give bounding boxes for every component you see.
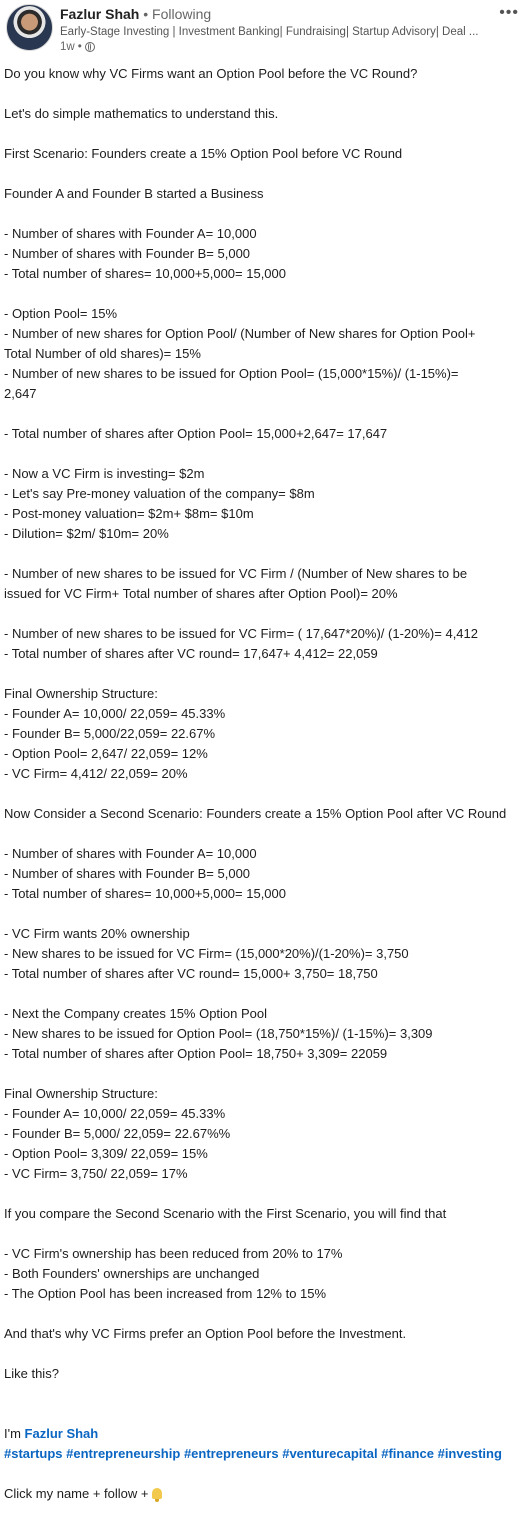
- meta-separator: •: [77, 41, 82, 53]
- hashtag-link[interactable]: #investing: [437, 1446, 502, 1461]
- post-line: - VC Firm wants 20% ownership: [4, 926, 190, 941]
- blank-line: [4, 784, 528, 804]
- blank-line: [4, 124, 528, 144]
- post-line: - Total number of shares= 10,000+5,000= 15,000: [4, 266, 286, 281]
- hashtag-link[interactable]: #startups: [4, 1446, 63, 1461]
- post-line: And that's why VC Firms prefer an Option Pool before the Investment.: [4, 1326, 407, 1341]
- post-line: - Number of shares with Founder A= 10,000: [4, 846, 257, 861]
- blank-line: [4, 444, 528, 464]
- author-name-line: [60, 6, 211, 23]
- post-line: - Both Founders' ownerships are unchanged: [4, 1266, 260, 1281]
- blank-line: [4, 164, 528, 184]
- post-header: [0, 0, 531, 60]
- blank-line: [4, 1304, 528, 1324]
- post-line: Final Ownership Structure:: [4, 686, 158, 701]
- blank-line: [4, 1184, 528, 1204]
- author-avatar[interactable]: [6, 4, 53, 51]
- hashtag-link[interactable]: #finance: [381, 1446, 434, 1461]
- post-line: Do you know why VC Firms want an Option Pool before the VC Round?: [4, 66, 418, 81]
- blank-line: [4, 204, 528, 224]
- signoff-line-im: [4, 1424, 528, 1444]
- post-line: First Scenario: Founders create a 15% Option Pool before VC Round: [4, 146, 403, 161]
- post-line: - Option Pool= 3,309/ 22,059= 15%: [4, 1146, 208, 1161]
- blank-line: [4, 84, 528, 104]
- post-line: If you compare the Second Scenario with the First Scenario, you will find that: [4, 1206, 447, 1221]
- post-line: - Number of new shares for Option Pool/ (Number of New shares for Option Pool+: [4, 326, 476, 341]
- post-line: - VC Firm's ownership has been reduced from 20% to 17%: [4, 1246, 343, 1261]
- post-line: Let's do simple mathematics to understand this.: [4, 106, 279, 121]
- signoff-line-cta: [4, 1484, 528, 1504]
- blank-line: [4, 824, 528, 844]
- hashtag-link[interactable]: #venturecapital: [282, 1446, 378, 1461]
- post-line: Now Consider a Second Scenario: Founders create a 15% Option Pool after VC Round: [4, 806, 507, 821]
- im-prefix: I'm: [4, 1426, 25, 1441]
- post-line: - Next the Company creates 15% Option Pool: [4, 1006, 268, 1021]
- blank-line: [4, 904, 528, 924]
- author-mention[interactable]: Fazlur Shah: [24, 1426, 99, 1441]
- author-headline: Early-Stage Investing | Investment Banking| Fundraising| Startup Advisory| Deal ...: [60, 26, 479, 38]
- post-line: 2,647: [4, 386, 37, 401]
- globe-icon: [85, 42, 95, 52]
- post-time: 1w: [60, 41, 75, 53]
- post-line: - Number of shares with Founder B= 5,000: [4, 246, 251, 261]
- post-line: Total Number of old shares)= 15%: [4, 346, 201, 361]
- post-line: - Total number of shares after Option Pool= 15,000+2,647= 17,647: [4, 426, 388, 441]
- post-line: - Post-money valuation= $2m+ $8m= $10m: [4, 506, 254, 521]
- post-line: - Founder A= 10,000/ 22,059= 45.33%: [4, 1106, 226, 1121]
- post-line: Like this?: [4, 1366, 59, 1381]
- blank-line: [4, 284, 528, 304]
- post-line: - The Option Pool has been increased from 12% to 15%: [4, 1286, 327, 1301]
- hashtag-list: [4, 1444, 528, 1464]
- post-line: - VC Firm= 3,750/ 22,059= 17%: [4, 1166, 188, 1181]
- cta-text: Click my name + follow +: [4, 1486, 153, 1501]
- post-line: - Number of shares with Founder A= 10,000: [4, 226, 257, 241]
- post-line: - Dilution= $2m/ $10m= 20%: [4, 526, 169, 541]
- post-line: Founder A and Founder B started a Business: [4, 186, 264, 201]
- blank-line: [4, 1344, 528, 1364]
- post-line: - Total number of shares after VC round= 17,647+ 4,412= 22,059: [4, 646, 378, 661]
- post-line: - Founder A= 10,000/ 22,059= 45.33%: [4, 706, 226, 721]
- more-options-icon[interactable]: •••: [499, 4, 519, 21]
- follow-status-text: Following: [152, 6, 212, 22]
- hashtag-link[interactable]: #entrepreneurs: [183, 1446, 279, 1461]
- post-line: issued for VC Firm+ Total number of shares after Option Pool)= 20%: [4, 586, 398, 601]
- post-line: - Now a VC Firm is investing= $2m: [4, 466, 205, 481]
- post-body: [4, 64, 528, 1384]
- follow-status[interactable]: • Following: [143, 6, 212, 22]
- post-line: - VC Firm= 4,412/ 22,059= 20%: [4, 766, 188, 781]
- post-line: - Number of new shares to be issued for VC Firm / (Number of New shares to be: [4, 566, 468, 581]
- post-line: - Total number of shares after VC round= 15,000+ 3,750= 18,750: [4, 966, 378, 981]
- post-line: - Total number of shares after Option Pool= 18,750+ 3,309= 22059: [4, 1046, 388, 1061]
- blank-line: [4, 1064, 528, 1084]
- author-name[interactable]: Fazlur Shah: [60, 6, 140, 22]
- post-line: Final Ownership Structure:: [4, 1086, 158, 1101]
- hashtag-link[interactable]: #entrepreneurship: [66, 1446, 181, 1461]
- post-line: - Number of new shares to be issued for Option Pool= (15,000*15%)/ (1-15%)=: [4, 366, 459, 381]
- post-line: - Number of new shares to be issued for VC Firm= ( 17,647*20%)/ (1-20%)= 4,412: [4, 626, 478, 641]
- post-meta: [60, 40, 95, 54]
- post-line: - Founder B= 5,000/ 22,059= 22.67%%: [4, 1126, 231, 1141]
- bell-icon: [152, 1488, 162, 1499]
- blank-line: [4, 604, 528, 624]
- post-line: - Total number of shares= 10,000+5,000= 15,000: [4, 886, 286, 901]
- post-line: - Number of shares with Founder B= 5,000: [4, 866, 251, 881]
- post-line: - Let's say Pre-money valuation of the company= $8m: [4, 486, 315, 501]
- blank-line: [4, 664, 528, 684]
- blank-line: [4, 1224, 528, 1244]
- post-line: - Option Pool= 15%: [4, 306, 118, 321]
- post-line: - Option Pool= 2,647/ 22,059= 12%: [4, 746, 208, 761]
- post-line: - New shares to be issued for Option Pool= (18,750*15%)/ (1-15%)= 3,309: [4, 1026, 433, 1041]
- blank-line: [4, 404, 528, 424]
- blank-line: [4, 544, 528, 564]
- post-line: - New shares to be issued for VC Firm= (15,000*20%)/(1-20%)= 3,750: [4, 946, 409, 961]
- post-line: - Founder B= 5,000/22,059= 22.67%: [4, 726, 216, 741]
- blank-line: [4, 984, 528, 1004]
